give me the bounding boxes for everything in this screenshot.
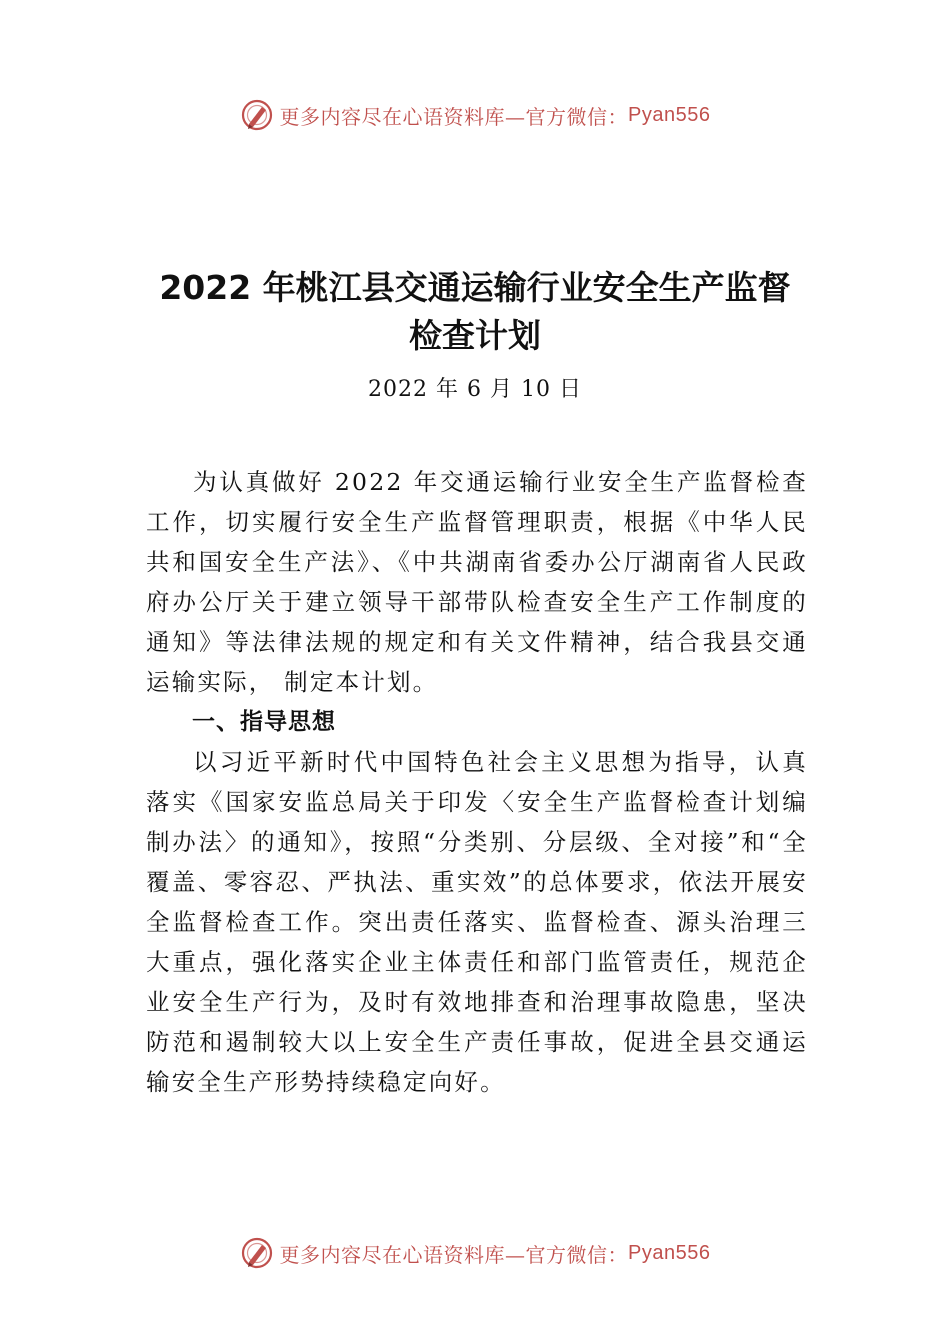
- wechat-id: Pyan556: [628, 1241, 711, 1264]
- banner-text: 更多内容尽在心语资料库—官方微信：: [279, 1242, 629, 1267]
- document-date: 2022 年 6 月 10 日: [368, 377, 582, 402]
- header-banner[interactable]: [0, 95, 950, 135]
- footer-banner[interactable]: [0, 1233, 950, 1273]
- pen-logo-icon: [240, 1236, 274, 1270]
- document-body: [146, 462, 808, 1102]
- section-paragraph: 以习近平新时代中国特色社会主义思想为指导，认真落实《国家安监总局关于印发〈安全生产监督检查计划编制办法〉的通知》，按照“分类别、分层级、全对接”和“全覆盖、零容忍、严执法、重实效”的总体要求，依法开展安全监督检查工作。突出责任落实、监督检查、源头治理三大重点，强化落实企业主体责任和部门监管责任，规范企业安全生产行为，及时有效地排查和治理事故隐患，坚决防范和遏制较大以上安全生产责任事故，促进全县交通运输安全生产形势持续稳定向好。: [146, 748, 808, 1096]
- title-line-1: 2022 年桃江县交通运输行业安全生产监督: [159, 268, 791, 307]
- intro-paragraph: 为认真做好 2022 年交通运输行业安全生产监督检查工作，切实履行安全生产监督管理职责，根据《中华人民共和国安全生产法》、《中共湖南省委办公厅湖南省人民政府办公厅关于建立领导干部带队检查安全生产工作制度的通知》等法律法规的规定和有关文件精神，结合我县交通运输实际， 制定本计划。: [146, 468, 808, 696]
- section-heading: 一、指导思想: [192, 709, 336, 735]
- title-line-2: 检查计划: [409, 316, 541, 355]
- wechat-id: Pyan556: [628, 103, 711, 126]
- document-title: [120, 264, 830, 360]
- banner-text: 更多内容尽在心语资料库—官方微信：: [279, 104, 629, 129]
- pen-logo-icon: [240, 98, 274, 132]
